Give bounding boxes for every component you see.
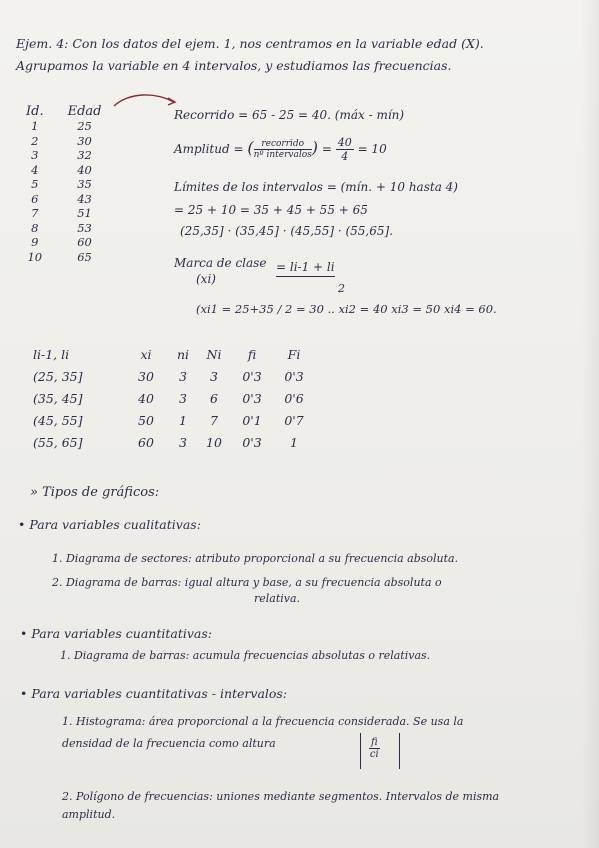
- freq-header: Fi: [287, 346, 301, 362]
- amplitud-line: Amplitud = ( $\frac{\text{recorrido}}{\text{nº intervalos}}$ ) = $\frac{40}{4}$ = 10: [174, 136, 387, 163]
- example-title-line: Ejem. 4: Con los datos del ejem. 1, nos centramos en la variable edad (X).: [16, 36, 484, 51]
- edad-cell: 35: [77, 177, 92, 192]
- edad-cell: 51: [77, 206, 92, 221]
- freq-cell: 0'3: [242, 434, 262, 450]
- freq-row: [28, 387, 314, 409]
- freq-cell: 1: [179, 412, 187, 428]
- freq-cell: 40: [138, 390, 154, 406]
- density-fraction: [369, 737, 380, 760]
- limites-sum-line: = 25 + 10 = 35 + 45 + 55 + 65: [174, 203, 368, 217]
- freq-cell: (25, 35]: [33, 368, 83, 384]
- amplitud-denominator: nº intervalos: [253, 150, 312, 160]
- cualitativas-heading: • Para variables cualitativas:: [18, 517, 201, 532]
- amplitud-value-num: 40: [337, 136, 352, 149]
- freq-cell: 30: [138, 368, 154, 384]
- freq-cell: 3: [179, 434, 187, 450]
- freq-cell: 0'6: [284, 390, 304, 406]
- density-num: fi: [371, 737, 378, 748]
- amplitud-result: = 10: [357, 142, 387, 156]
- freq-cell: 50: [138, 412, 154, 428]
- freq-cell: 1: [290, 434, 298, 450]
- freq-cell: 0'3: [242, 368, 262, 384]
- freq-header: fi: [247, 346, 257, 362]
- edad-cell: 65: [77, 249, 92, 264]
- id-cell: 3: [31, 148, 39, 163]
- amplitud-value-fraction: [336, 136, 354, 163]
- density-bracket: [360, 733, 400, 769]
- limites-line: Límites de los intervalos = (mín. + 10 hasta 4): [174, 180, 458, 194]
- id-cell: 7: [31, 206, 39, 221]
- edad-cell: 60: [77, 235, 92, 250]
- freq-header: Ni: [206, 346, 222, 362]
- intervalos-item-1-cont: densidad de la frecuencia como altura: [62, 737, 276, 750]
- amplitud-label: Amplitud =: [174, 142, 244, 156]
- freq-header: ni: [176, 346, 190, 362]
- intervalos-item-1: 1. Histograma: área proporcional a la frecuencia considerada. Se usa la: [62, 715, 464, 728]
- freq-header: xi: [140, 346, 152, 362]
- id-cell: 5: [31, 177, 39, 192]
- cualitativas-item-2-cont: relativa.: [254, 592, 301, 605]
- marca-formula-num: = li-1 + li: [276, 260, 335, 277]
- edad-cell: 25: [77, 119, 92, 134]
- cualitativas-item-2: 2. Diagrama de barras: igual altura y base, a su frecuencia absoluta o: [52, 576, 442, 589]
- intervalos-item-2: 2. Polígono de frecuencias: uniones mediante segmentos. Intervalos de misma: [62, 790, 500, 803]
- edad-cell: 43: [77, 191, 92, 206]
- freq-row: [28, 409, 314, 431]
- raw-data-table: [20, 104, 107, 264]
- marca-clase-label: Marca de clase: [174, 256, 267, 270]
- id-cell: 8: [31, 220, 39, 235]
- page-edge-shadow: [581, 0, 599, 848]
- freq-cell: (55, 65]: [33, 434, 83, 450]
- cualitativas-item-1: 1. Diagrama de sectores: atributo proporcional a su frecuencia absoluta.: [52, 552, 459, 565]
- id-cell: 4: [31, 162, 39, 177]
- freq-cell: (45, 55]: [33, 412, 83, 428]
- freq-cell: 60: [138, 434, 154, 450]
- freq-cell: 3: [179, 368, 187, 384]
- marca-formula-den: 2: [338, 282, 345, 295]
- col-header-edad: Edad: [67, 104, 102, 119]
- freq-cell: 10: [206, 434, 222, 450]
- freq-cell: 0'3: [242, 390, 262, 406]
- id-cell: 10: [27, 249, 43, 264]
- freq-cell: 7: [210, 412, 218, 428]
- intervalos-item-2-cont: amplitud.: [62, 808, 116, 821]
- frequency-table: [28, 343, 314, 453]
- id-cell: 9: [31, 235, 39, 250]
- freq-cell: 0'1: [242, 412, 262, 428]
- cuantitativas-item-1: 1. Diagrama de barras: acumula frecuencias absolutas o relativas.: [60, 649, 431, 662]
- marca-calc-line: (xi1 = 25+35 / 2 = 30 .. xi2 = 40 xi3 = 50 xi4 = 60.: [196, 302, 497, 316]
- edad-cell: 40: [77, 162, 92, 177]
- freq-cell: (35, 45]: [33, 390, 83, 406]
- example-subtitle-line: Agrupamos la variable en 4 intervalos, y estudiamos las frecuencias.: [16, 58, 452, 73]
- marca-clase-symbol: (xi): [196, 272, 216, 286]
- density-den: ci: [369, 749, 379, 760]
- freq-header: li-1, li: [33, 346, 70, 362]
- edad-cell: 32: [77, 148, 92, 163]
- amplitud-fraction: [254, 139, 312, 160]
- freq-cell: 0'3: [284, 368, 304, 384]
- id-cell: 1: [31, 119, 39, 134]
- edad-cell: 30: [77, 133, 92, 148]
- freq-cell: 0'7: [284, 412, 304, 428]
- freq-cell: 3: [179, 390, 187, 406]
- intervalos-line: (25,35] · (35,45] · (45,55] · (55,65].: [180, 224, 394, 238]
- cuantitativas-heading: • Para variables cuantitativas:: [20, 626, 212, 641]
- intervalos-heading: • Para variables cuantitativas - intervalos:: [20, 686, 288, 701]
- amplitud-numerator: recorrido: [254, 139, 312, 150]
- freq-row: [28, 365, 314, 387]
- freq-row: [28, 431, 314, 453]
- edad-cell: 53: [77, 220, 92, 235]
- recorrido-line: Recorrido = 65 - 25 = 40. (máx - mín): [174, 108, 405, 122]
- id-cell: 2: [31, 133, 39, 148]
- freq-cell: 3: [210, 368, 218, 384]
- amplitud-value-den: 4: [341, 150, 349, 163]
- id-cell: 6: [31, 191, 39, 206]
- freq-cell: 6: [210, 390, 218, 406]
- marca-clase-formula: [276, 260, 335, 274]
- col-header-id: Id.: [26, 104, 44, 119]
- curved-arrow-icon: [110, 90, 180, 112]
- tipos-graficos-title: » Tipos de gráficos:: [30, 485, 160, 500]
